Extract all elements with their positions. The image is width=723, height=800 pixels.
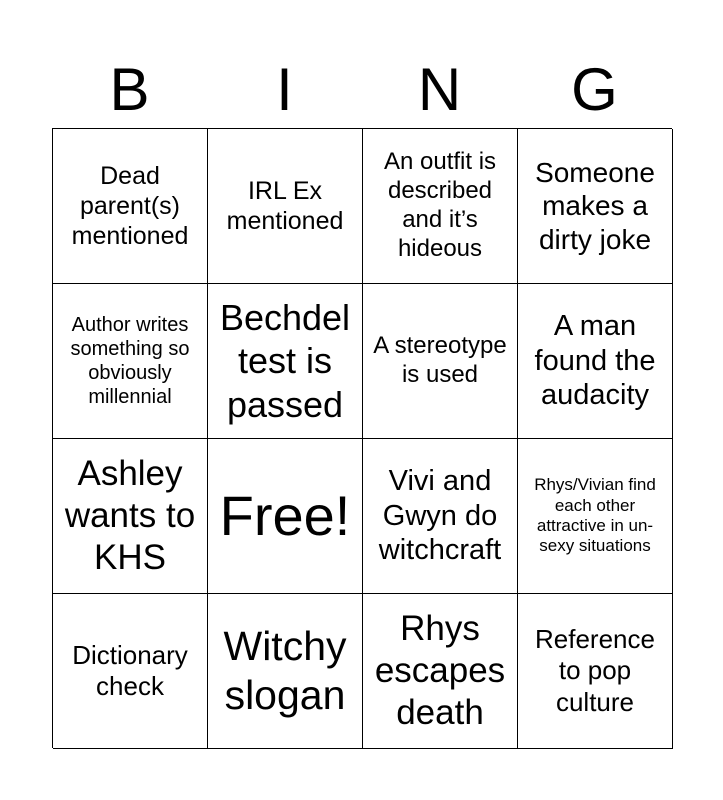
bingo-cell[interactable]: [363, 284, 518, 439]
cell-text: IRL Ex mentioned: [226, 177, 344, 235]
bingo-cell[interactable]: [208, 129, 363, 284]
cell-text: Someone makes a dirty joke: [535, 156, 655, 255]
cell-text: Rhys/Vivian find each other attractive in un-sexy situations: [534, 475, 656, 556]
bingo-cell[interactable]: [208, 594, 363, 749]
cell-text: Ashley wants to KHS: [64, 454, 196, 577]
bingo-cell[interactable]: [518, 594, 673, 749]
bingo-cell[interactable]: [363, 439, 518, 594]
bingo-cell[interactable]: [518, 439, 673, 594]
header-letter-i: I: [276, 56, 293, 123]
cell-text: A stereotype is used: [373, 332, 507, 388]
cell-text: Vivi and Gwyn do witchcraft: [378, 464, 502, 567]
cell-text: Reference to pop culture: [535, 624, 655, 717]
bingo-cell[interactable]: [53, 594, 208, 749]
free-space-cell[interactable]: [208, 439, 363, 594]
bingo-cell[interactable]: [53, 439, 208, 594]
header-letter-b: B: [109, 56, 150, 123]
cell-text: Dead parent(s) mentioned: [71, 162, 189, 250]
bingo-cell[interactable]: [518, 129, 673, 284]
cell-text: Rhys escapes death: [374, 609, 506, 732]
free-space-text: Free!: [219, 484, 351, 548]
bingo-board: [52, 128, 672, 748]
bingo-cell[interactable]: [53, 129, 208, 284]
cell-text: Dictionary check: [72, 639, 188, 701]
bingo-header: [52, 52, 672, 128]
header-letter-g: G: [571, 56, 618, 123]
cell-text: Witchy slogan: [223, 622, 347, 718]
cell-text: Author writes something so obviously millennial: [70, 314, 190, 408]
bingo-cell[interactable]: [363, 129, 518, 284]
bingo-cell[interactable]: [518, 284, 673, 439]
cell-text: A man found the audacity: [534, 309, 656, 412]
bingo-cell[interactable]: [363, 594, 518, 749]
bingo-cell[interactable]: [208, 284, 363, 439]
bingo-cell[interactable]: [53, 284, 208, 439]
cell-text: An outfit is described and it’s hideous: [383, 148, 497, 262]
header-letter-n: N: [417, 56, 462, 123]
cell-text: Bechdel test is passed: [219, 297, 351, 425]
